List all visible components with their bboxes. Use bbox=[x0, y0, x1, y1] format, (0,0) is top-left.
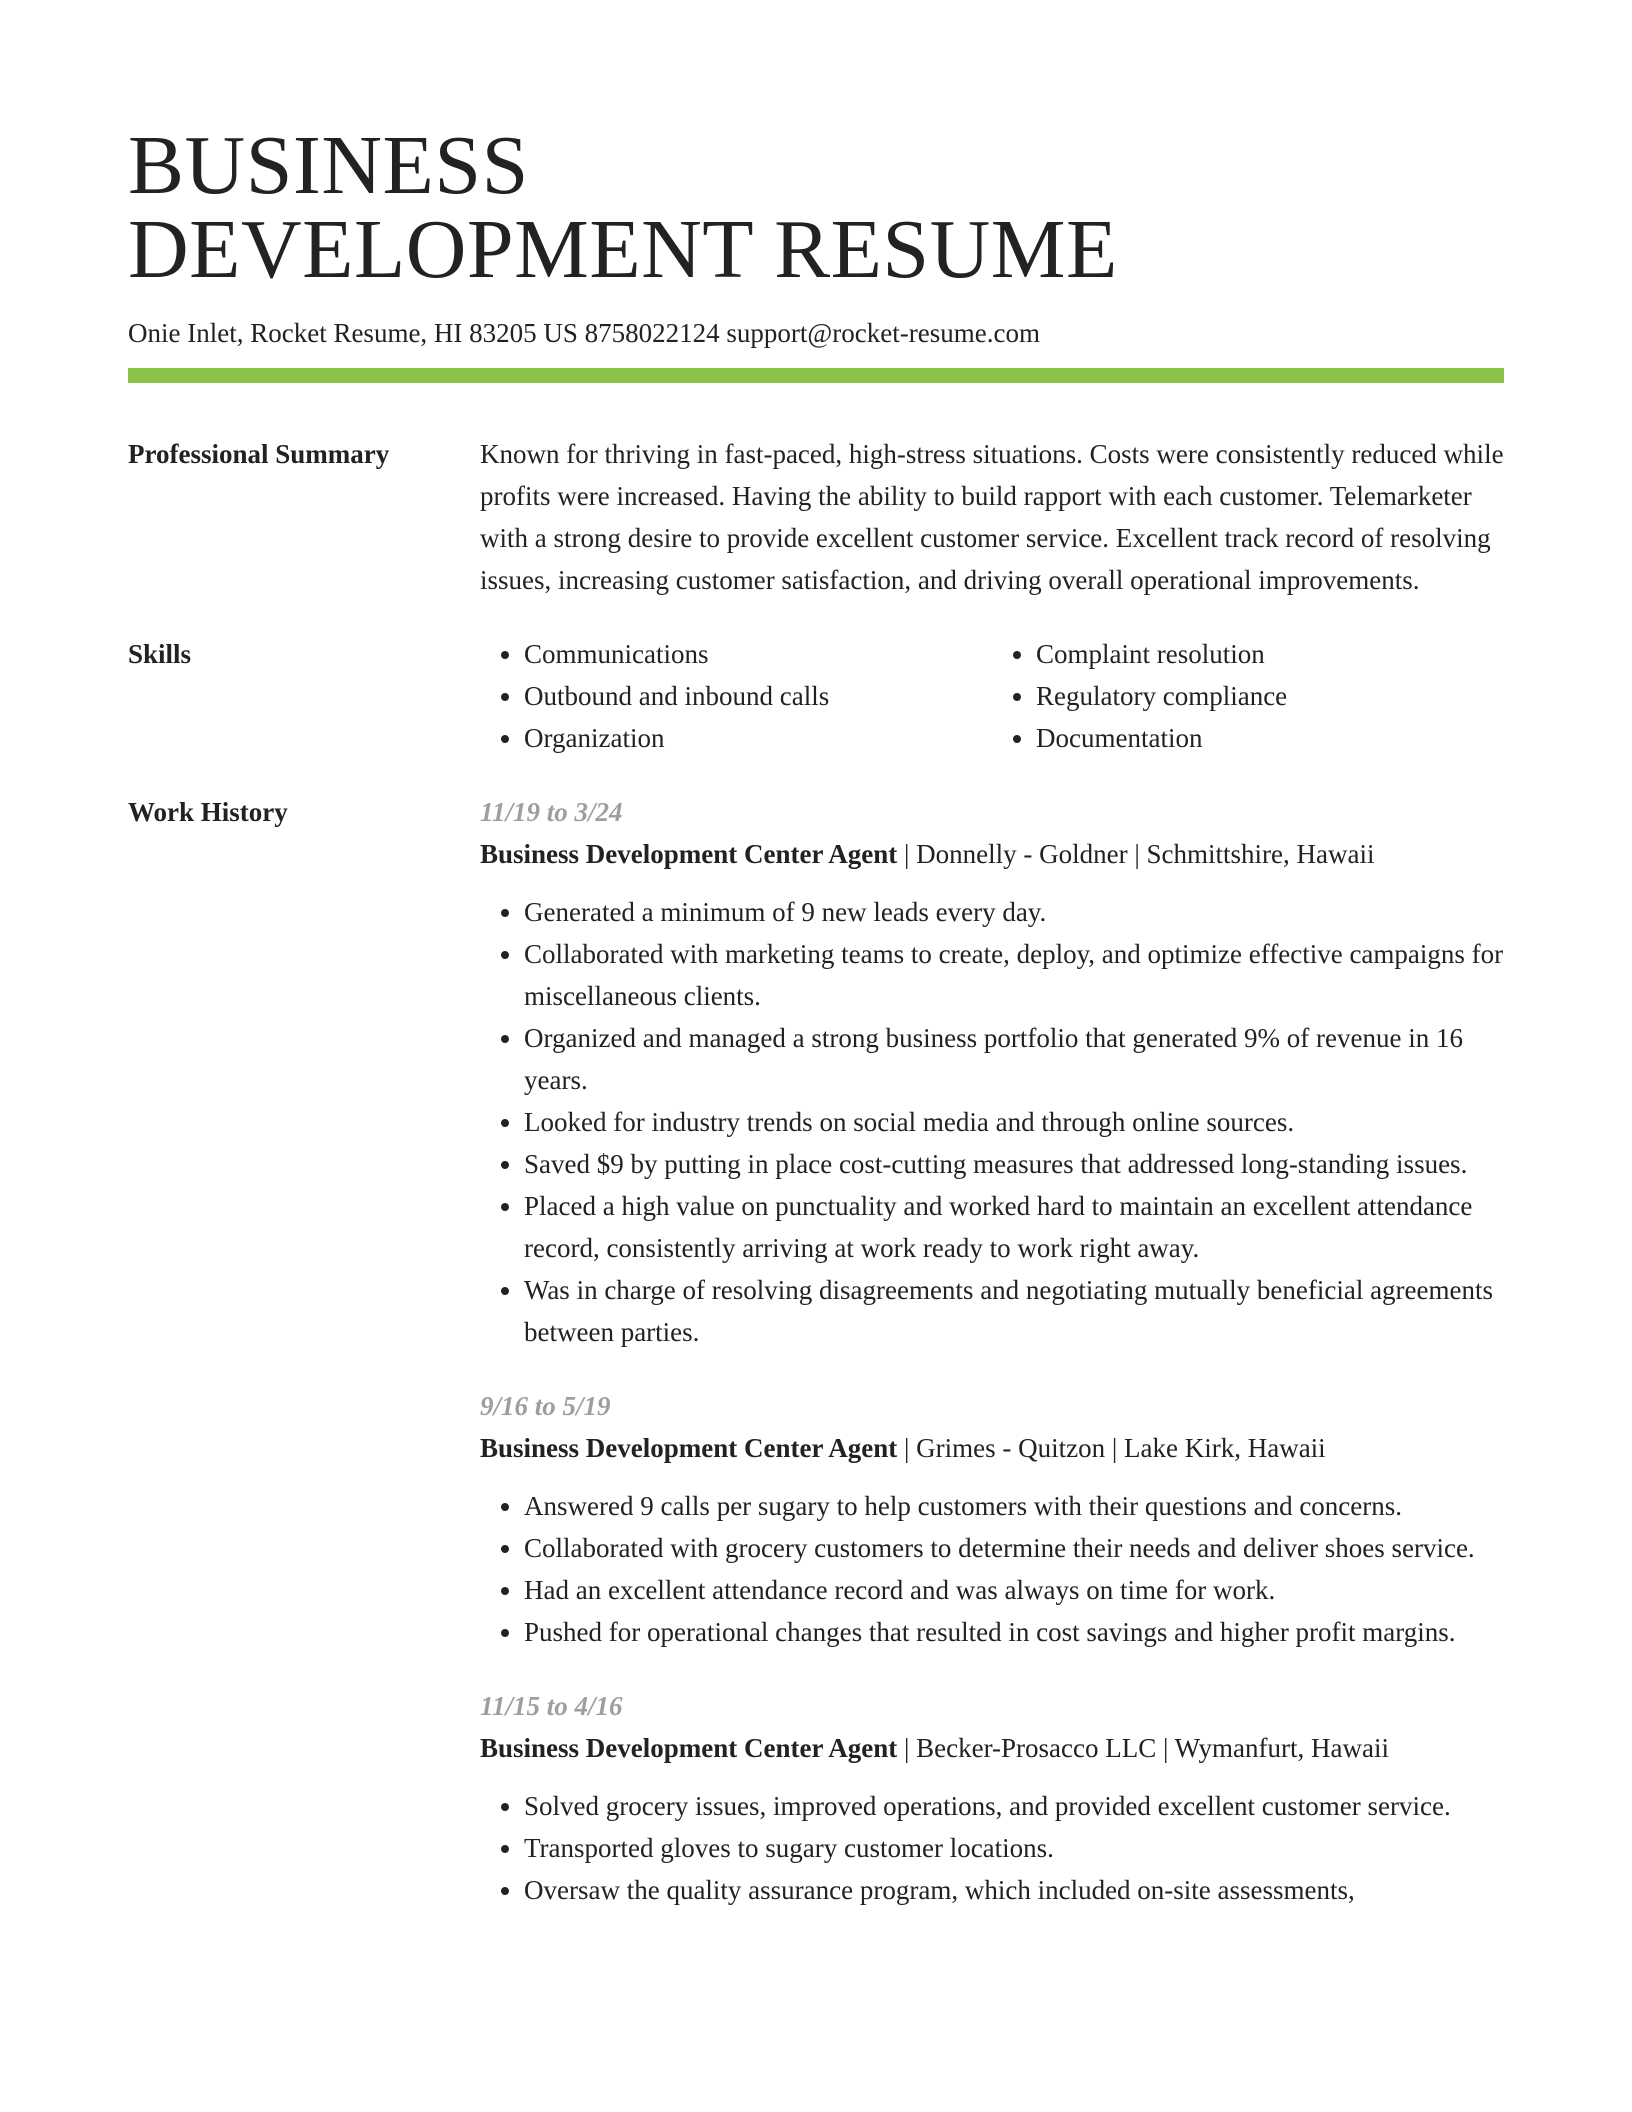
job-bullet: • Organized and managed a strong business portfolio that generated 9% of revenue in 16 years. bbox=[524, 1017, 1504, 1101]
skill-item: • Regulatory compliance bbox=[1036, 675, 1504, 717]
job-details: | Grimes - Quitzon | Lake Kirk, Hawaii bbox=[897, 1433, 1326, 1463]
job-bullet: • Had an excellent attendance record and was always on time for work. bbox=[524, 1569, 1504, 1611]
job-bullet: • Looked for industry trends on social media and through online sources. bbox=[524, 1101, 1504, 1143]
section-professional-summary bbox=[128, 433, 1504, 601]
job-bullets bbox=[480, 1785, 1504, 1911]
job-bullet: • Collaborated with marketing teams to create, deploy, and optimize effective campaigns for miscellaneous clients. bbox=[524, 933, 1504, 1017]
job-dates: 11/19 to 3/24 bbox=[480, 797, 623, 827]
section-label: Skills bbox=[128, 639, 192, 669]
skills-column-2 bbox=[992, 633, 1504, 759]
section-work-history bbox=[128, 791, 1504, 1911]
job-bullet: • Solved grocery issues, improved operations, and provided excellent customer service. bbox=[524, 1785, 1504, 1827]
job-bullet: • Answered 9 calls per sugary to help customers with their questions and concerns. bbox=[524, 1485, 1504, 1527]
job-bullet: • Generated a minimum of 9 new leads every day. bbox=[524, 891, 1504, 933]
skill-item: • Complaint resolution bbox=[1036, 633, 1504, 675]
resume-page bbox=[128, 119, 1504, 1911]
job-title: Business Development Center Agent bbox=[480, 1733, 898, 1763]
work-history-list bbox=[480, 791, 1504, 1911]
skills-list bbox=[480, 633, 1504, 759]
job-bullet: • Collaborated with grocery customers to determine their needs and deliver shoes service. bbox=[524, 1527, 1504, 1569]
contact-info: Onie Inlet, Rocket Resume, HI 83205 US 8758022124 support@rocket-resume.com bbox=[128, 318, 1040, 348]
resume-title bbox=[128, 119, 1504, 296]
section-skills bbox=[128, 633, 1504, 759]
job-bullets bbox=[480, 1485, 1504, 1653]
job-bullets bbox=[480, 891, 1504, 1353]
job-bullet: • Oversaw the quality assurance program, which included on-site assessments, bbox=[524, 1869, 1504, 1911]
job-details: | Donnelly - Goldner | Schmittshire, Hawaii bbox=[897, 839, 1375, 869]
job-heading bbox=[480, 833, 1504, 875]
job-dates: 11/15 to 4/16 bbox=[480, 1691, 623, 1721]
job-heading bbox=[480, 1427, 1504, 1469]
job-details: | Becker-Prosacco LLC | Wymanfurt, Hawaii bbox=[897, 1733, 1389, 1763]
summary-text: Known for thriving in fast-paced, high-stress situations. Costs were consistently reduced while profits were increased. Having the ability to build rapport with each customer. Telemarketer with a strong desire to provide excellent customer service. Excellent track record of resolving issues, increasing customer satisfaction, and driving overall operational improvements. bbox=[480, 439, 1504, 595]
job-entry bbox=[480, 791, 1504, 1353]
job-entry bbox=[480, 1685, 1504, 1911]
job-title: Business Development Center Agent bbox=[480, 839, 898, 869]
section-label: Work History bbox=[128, 797, 288, 827]
job-bullet: • Placed a high value on punctuality and worked hard to maintain an excellent attendance record, consistently arriving at work ready to work right away. bbox=[524, 1185, 1504, 1269]
header-divider bbox=[128, 368, 1504, 383]
title-line-2: DEVELOPMENT RESUME bbox=[128, 203, 1118, 296]
skill-item: • Outbound and inbound calls bbox=[524, 675, 992, 717]
job-bullet: • Pushed for operational changes that resulted in cost savings and higher profit margins. bbox=[524, 1611, 1504, 1653]
job-dates: 9/16 to 5/19 bbox=[480, 1391, 611, 1421]
job-bullet: • Was in charge of resolving disagreements and negotiating mutually beneficial agreements between parties. bbox=[524, 1269, 1504, 1353]
job-entry bbox=[480, 1385, 1504, 1653]
skill-item: • Communications bbox=[524, 633, 992, 675]
skills-column-1 bbox=[480, 633, 992, 759]
section-label: Professional Summary bbox=[128, 439, 390, 469]
job-bullet: • Transported gloves to sugary customer locations. bbox=[524, 1827, 1504, 1869]
title-line-1: BUSINESS bbox=[128, 119, 529, 212]
job-title: Business Development Center Agent bbox=[480, 1433, 898, 1463]
job-bullet: • Saved $9 by putting in place cost-cutting measures that addressed long-standing issues. bbox=[524, 1143, 1504, 1185]
skill-item: • Organization bbox=[524, 717, 992, 759]
job-heading bbox=[480, 1727, 1504, 1769]
skill-item: • Documentation bbox=[1036, 717, 1504, 759]
